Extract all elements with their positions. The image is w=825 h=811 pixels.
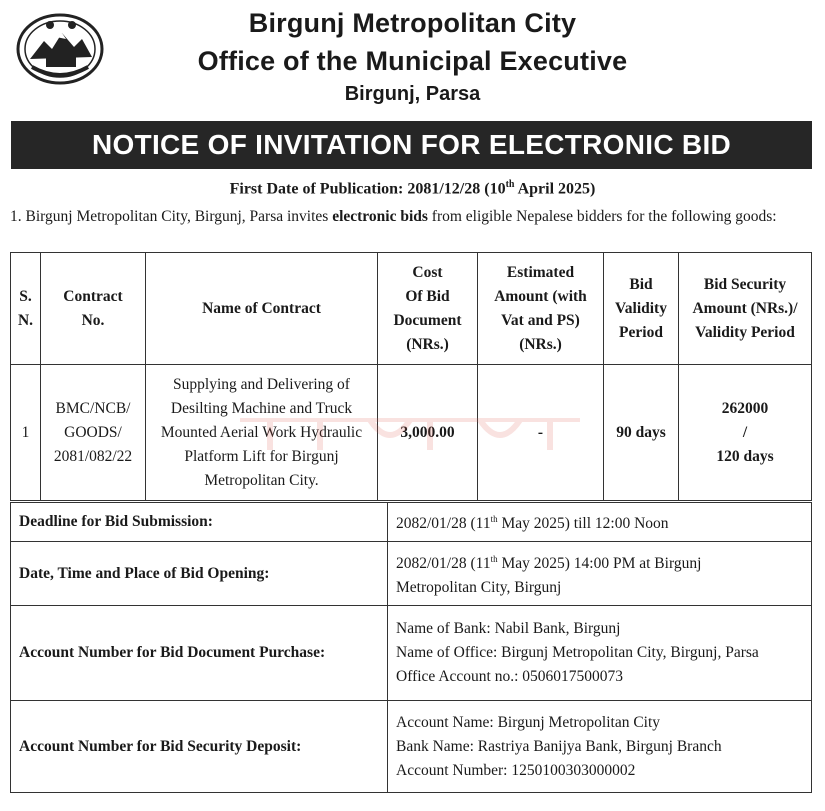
purchase-value: Name of Bank: Nabil Bank, Birgunj Name of Office: Birgunj Metropolitan City, Birgunj, Parsa Office Account no.: 0506017500073 (388, 606, 812, 701)
table-row (11, 365, 812, 501)
publication-date: First Date of Publication: 2081/12/28 (10th April 2025) (229, 179, 596, 198)
info-table (10, 502, 812, 793)
notice-title-banner: NOTICE OF INVITATION FOR ELECTRONIC BID (11, 121, 812, 169)
header-estimated-amount: Estimated Amount (with Vat and PS) (NRs.) (478, 253, 604, 365)
opening-value: 2082/01/28 (11th May 2025) 14:00 PM at Birgunj Metropolitan City, Birgunj (388, 542, 812, 606)
row-cost: 3,000.00 (378, 365, 478, 501)
header-bid-security: Bid Security Amount (NRs.)/ Validity Period (679, 253, 812, 365)
deposit-label: Account Number for Bid Security Deposit: (11, 701, 388, 793)
header-contract-no: Contract No. (41, 253, 146, 365)
opening-label: Date, Time and Place of Bid Opening: (11, 542, 388, 606)
purchase-row (11, 606, 812, 701)
deadline-row (11, 503, 812, 542)
header-sn: S. N. (11, 253, 41, 365)
purchase-label: Account Number for Bid Document Purchase: (11, 606, 388, 701)
office-location: Birgunj, Parsa (344, 83, 481, 105)
row-sn: 1 (11, 365, 41, 501)
row-contract-no: BMC/NCB/ GOODS/ 2081/082/22 (41, 365, 146, 501)
deposit-value: Account Name: Birgunj Metropolitan City Bank Name: Rastriya Banijya Bank, Birgunj Branch Account Number: 1250100303000002 (388, 701, 812, 793)
deadline-label: Deadline for Bid Submission: (11, 503, 388, 542)
row-bid-validity: 90 days (604, 365, 679, 501)
city-name: Birgunj Metropolitan City (248, 8, 577, 38)
bid-table-header (11, 253, 812, 365)
row-estimated-amount: - (478, 365, 604, 501)
intro-paragraph: 1. Birgunj Metropolitan City, Birgunj, Parsa invites electronic bids from eligible Nepalese bidders for the following goods: (10, 208, 777, 225)
deposit-row (11, 701, 812, 793)
bid-table (10, 252, 812, 501)
office-name: Office of the Municipal Executive (197, 46, 628, 76)
row-bid-security: 262000 / 120 days (679, 365, 812, 501)
header-name-of-contract: Name of Contract (146, 253, 378, 365)
header-cost: Cost Of Bid Document (NRs.) (378, 253, 478, 365)
deadline-value: 2082/01/28 (11th May 2025) till 12:00 Noon (388, 503, 812, 542)
row-name-of-contract: Supplying and Delivering of Desilting Machine and Truck Mounted Aerial Work Hydraulic Platform Lift for Birgunj Metropolitan City. (146, 365, 378, 501)
intro-bold: electronic bids (332, 208, 428, 225)
opening-row (11, 542, 812, 606)
header-bid-validity: Bid Validity Period (604, 253, 679, 365)
